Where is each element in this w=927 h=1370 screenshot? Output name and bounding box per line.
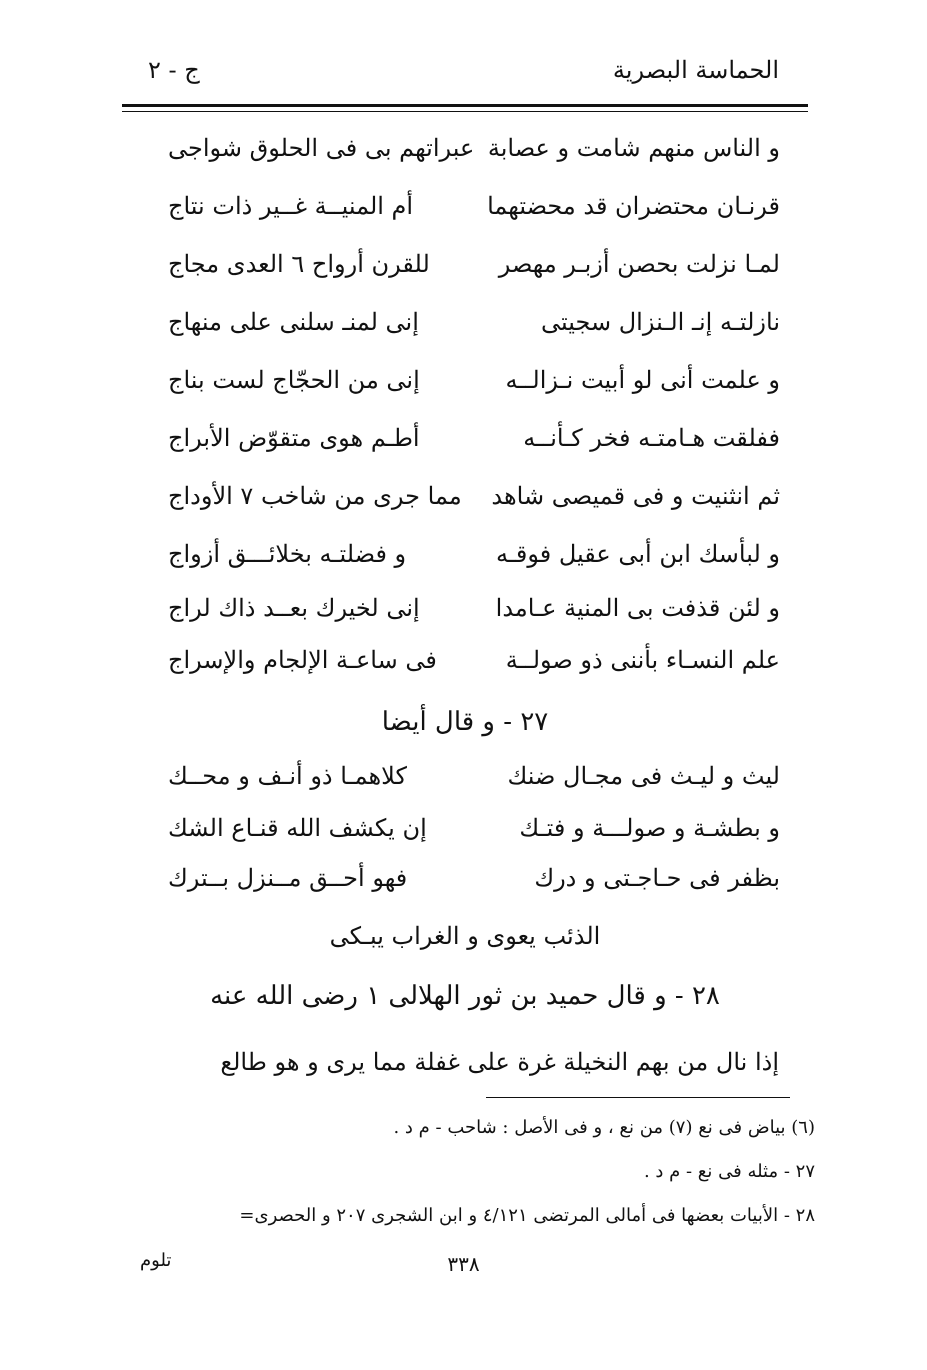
header-rule-thin	[122, 111, 808, 112]
verse-hemistich-second: للقرن أرواح ٦ العدى مجاج	[168, 250, 430, 278]
verse-hemistich-first: ليث و ليـث فى مجـال ضنك	[507, 762, 780, 790]
verse-line	[150, 806, 780, 850]
running-head-volume: ج - ٢	[148, 56, 200, 84]
verse-hemistich-first: ثم انثنيت و فى قميصى شاهد	[491, 482, 780, 510]
verse-hemistich-first: بظفر فى حـاجـتى و درك	[534, 864, 780, 892]
verse-line	[150, 300, 780, 344]
page-number: ٣٣٨	[447, 1252, 480, 1276]
verse-line	[150, 532, 780, 576]
verse-hemistich-second: فى ساعـة الإلجام والإسراج	[168, 646, 437, 674]
verse-hemistich-first: و لئن قذفت بى المنية عـامدا	[495, 594, 780, 622]
catchword: تلوم	[140, 1250, 172, 1271]
verse-hemistich-first: و بطشـة و صولـــة و فتـك	[519, 814, 780, 842]
verse-hemistich-first: و علمت أنى لو أبيت نـزالــه	[505, 366, 780, 394]
footnote-rule	[486, 1097, 790, 1098]
verse-line	[150, 586, 780, 630]
verse-hemistich-first: و الناس منهم شامت و عصابة	[487, 134, 780, 162]
verse-hemistich-first: قرنـان محتضران قد محضتهما	[487, 192, 780, 220]
verse-line	[150, 638, 780, 682]
verse-hemistich-first: و لبأسك ابن أبى عقيل فوقـه	[495, 540, 780, 568]
verse-closing: الذئب يعوى و الغراب يبـكى	[329, 922, 601, 950]
verse-hemistich-first: لمـا نزلت بحصن أزبـر مهصر	[498, 250, 780, 278]
verse-hemistich-first: ففلقت هـامتـه فخر كـأنــه	[523, 424, 780, 452]
verse-line	[150, 856, 780, 900]
verse-hemistich-second: فهو أحــق مــنزل بــترك	[168, 864, 408, 892]
running-head-title: الحماسة البصرية	[612, 56, 779, 84]
verse-line	[150, 474, 780, 518]
verse-hemistich-second: إن يكشف الله قنـاع الشك	[168, 814, 427, 842]
verse-hemistich-second: و فضلتـه بخلائـــق أزواج	[168, 540, 407, 568]
verse-hemistich-second: أم المنيــة غــير ذات نتاج	[168, 192, 414, 220]
verse-line: إذا نال من بهم النخيلة غرة على غفلة مما يرى و هو طالع	[220, 1048, 779, 1076]
verse-line	[150, 416, 780, 460]
verse-line	[150, 242, 780, 286]
footnote: ٢٨ - الأبيات بعضها فى أمالى المرتضى ٤/١٢١ و ابن الشجرى ٢٠٧ و الحصرى=	[239, 1205, 815, 1226]
verse-hemistich-second: أطـم هوى متقوّض الأبراج	[168, 424, 420, 452]
verse-hemistich-second: إنى لمنـ سلنى على منهاج	[168, 308, 419, 336]
verse-line	[150, 358, 780, 402]
verse-line	[150, 126, 780, 170]
verse-hemistich-first: نازلتـه إنـ الـنزال سجيتى	[541, 308, 780, 336]
verse-hemistich-second: عبراتهم بى فى الحلوق شواجى	[168, 134, 475, 162]
verse-hemistich-second: مما جرى من شاخب ٧ الأوداج	[168, 482, 462, 510]
footnote: (٦) بياض فى نع (٧) من نع ، و فى الأصل : شاحب - م د .	[393, 1117, 815, 1138]
verse-hemistich-second: إنى لخيرك بعــد ذاك لراج	[168, 594, 420, 622]
header-rule-thick	[122, 104, 808, 107]
poem-heading: ٢٧ - و قال أيضا	[381, 707, 549, 737]
verse-hemistich-second: إنى من الحجّاج لست بناج	[168, 366, 420, 394]
verse-hemistich-second: كلاهمـا ذو أنـف و محــك	[168, 762, 407, 790]
footnote: ٢٧ - مثله فى نع - م د .	[643, 1161, 815, 1182]
verse-hemistich-first: علم النسـاء بأننى ذو صولــة	[505, 646, 780, 674]
verse-line	[150, 184, 780, 228]
poem-heading: ٢٨ - و قال حميد بن ثور الهلالى ١ رضى الله عنه	[210, 981, 720, 1011]
verse-line	[150, 754, 780, 798]
